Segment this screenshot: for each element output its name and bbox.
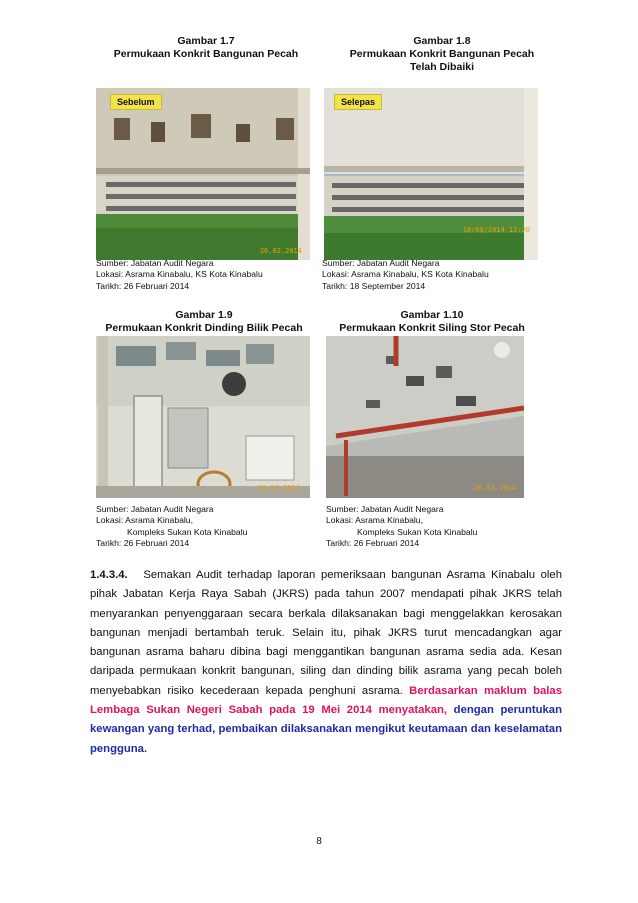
caption-date: Tarikh: 26 Februari 2014: [96, 537, 190, 548]
figure-title-line: Permukaan Konkrit Siling Stor Pecah: [339, 322, 525, 334]
figure-1-8-caption: [322, 258, 489, 292]
date-stamp: 26.02.2014: [259, 247, 302, 255]
date-stamp: 18/09/2014 12:20: [462, 226, 530, 234]
caption-location: Lokasi: Asrama Kinabalu, KS Kota Kinabalu: [96, 269, 263, 280]
caption-source: Sumber: Jabatan Audit Negara: [326, 504, 444, 514]
figure-title-line: Permukaan Konkrit Dinding Bilik Pecah: [105, 322, 303, 334]
figure-1-8-title: [322, 35, 562, 74]
highlight-red-text: Berdasarkan maklum balas Lembaga Sukan Negeri Sabah pada 19 Mei 2014 menyatakan,: [90, 684, 562, 717]
caption-date: Tarikh: 18 September 2014: [322, 280, 426, 291]
caption-date: Tarikh: 26 Februari 2014: [326, 537, 420, 548]
highlight-blue-text: dengan peruntukan kewangan yang terhad, pembaikan dilaksanakan mengikut keutamaan dan keselamatan pengguna.: [90, 704, 562, 755]
after-tag: Selepas: [334, 94, 382, 110]
paragraph-text: Semakan Audit terhadap laporan pemeriksaan bangunan Asrama Kinabalu oleh pihak Jabatan Kerja Raya Sabah (JKRS) pada tahun 2007 mendapati pihak JKRS telah menyarankan penyenggaraan secara berkala dilaksanakan bagi menggelakkan kerosakan bangunan menjadi bertambah teruk. Selain itu, pihak JKRS turut mencadangkan agar bangunan asrama baharu dibina bagi menggantikan bangunan asrama sedia ada. Kesan daripada permukaan konkrit bangunan, siling dan dinding bilik asrama yang pecah boleh menyebabkan risiko kecederaan kepada penghuni asrama.: [90, 569, 562, 697]
caption-date: Tarikh: 26 Februari 2014: [96, 280, 190, 291]
photo-building-after: [324, 88, 538, 260]
figure-1-10-title: [324, 309, 540, 335]
figure-1-10-caption: [326, 504, 477, 549]
date-stamp: 26.02.2014: [473, 484, 516, 492]
figure-1-9-title: [96, 309, 312, 335]
photo-store-ceiling: [326, 336, 524, 498]
caption-source: Sumber: Jabatan Audit Negara: [96, 258, 214, 268]
caption-location-detail: Kompleks Sukan Kota Kinabalu: [357, 526, 478, 537]
photo-room-wall: [96, 336, 310, 498]
figure-1-9-caption: [96, 504, 247, 549]
date-stamp: 26.02.2014: [257, 484, 300, 492]
caption-source: Sumber: Jabatan Audit Negara: [96, 504, 214, 514]
caption-location-detail: Kompleks Sukan Kota Kinabalu: [127, 526, 248, 537]
page-number: 8: [316, 836, 322, 847]
figure-number: Gambar 1.10: [400, 309, 464, 321]
caption-location: Lokasi: Asrama Kinabalu,: [326, 515, 423, 526]
figure-number: Gambar 1.8: [413, 35, 471, 47]
before-tag: Sebelum: [110, 94, 162, 110]
figure-1-7-title: [96, 35, 316, 61]
paragraph-1-4-3-4: [90, 566, 562, 759]
caption-location: Lokasi: Asrama Kinabalu, KS Kota Kinabalu: [322, 269, 489, 280]
figure-title-line: Permukaan Konkrit Bangunan Pecah: [349, 48, 535, 60]
caption-location: Lokasi: Asrama Kinabalu,: [96, 515, 193, 526]
figure-title-line: Permukaan Konkrit Bangunan Pecah: [113, 48, 299, 60]
photo-building-before: [96, 88, 310, 260]
figure-number: Gambar 1.7: [177, 35, 235, 47]
figure-number: Gambar 1.9: [175, 309, 233, 321]
paragraph-number: 1.4.3.4.: [90, 569, 128, 581]
caption-source: Sumber: Jabatan Audit Negara: [322, 258, 440, 268]
figure-title-line: Telah Dibaiki: [410, 61, 474, 73]
figure-1-7-caption: [96, 258, 263, 292]
